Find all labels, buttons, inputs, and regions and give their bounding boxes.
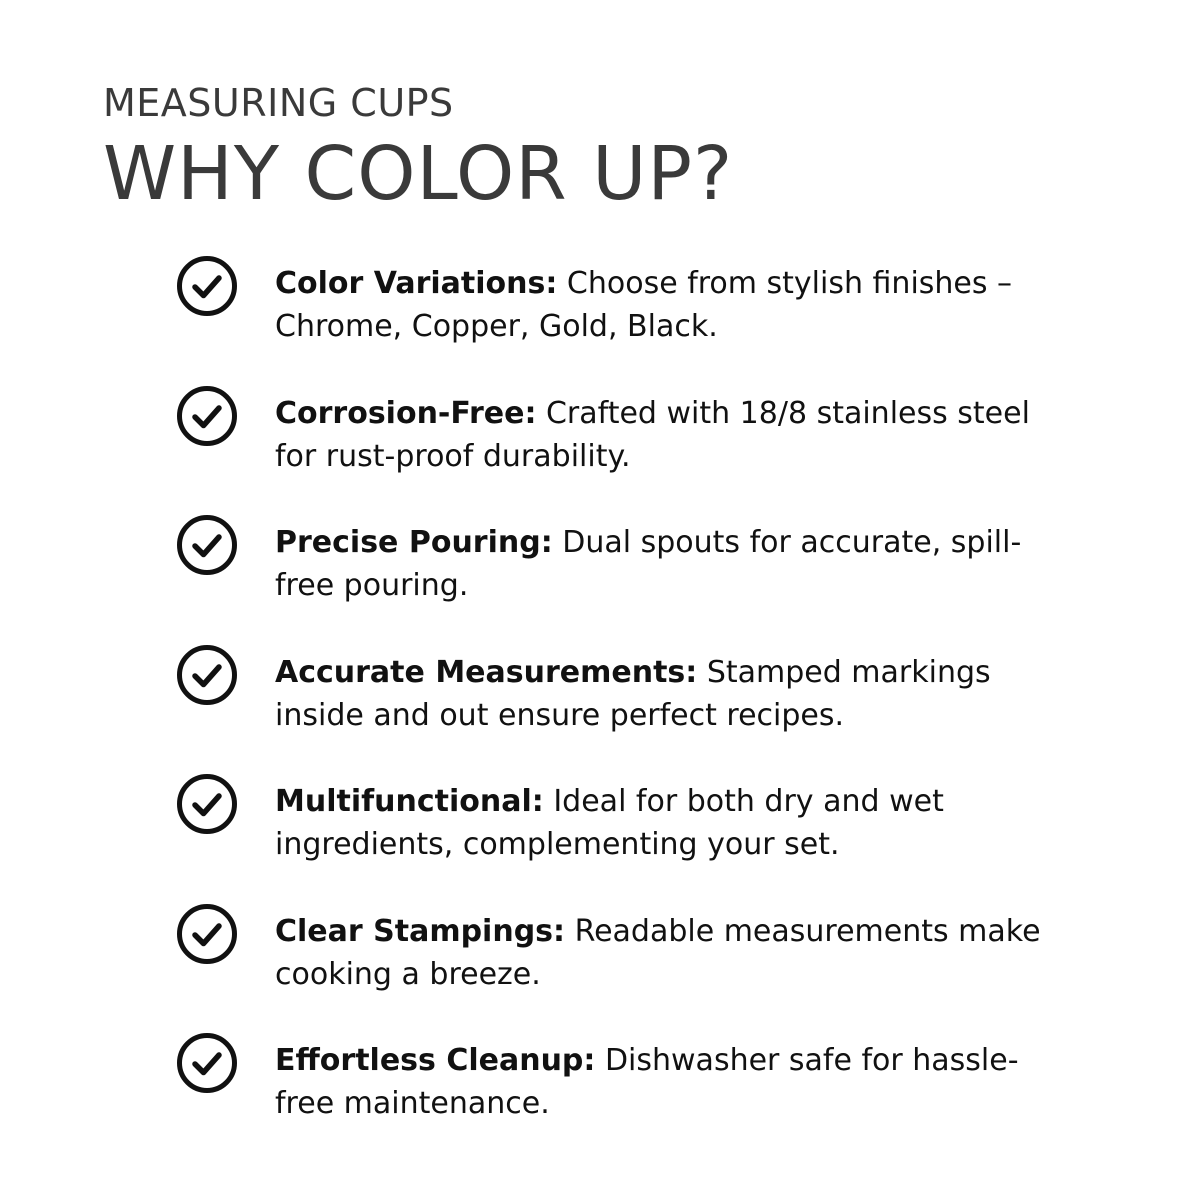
feature-title: Multifunctional: bbox=[275, 784, 544, 819]
header bbox=[103, 80, 733, 216]
feature-item bbox=[175, 772, 1075, 902]
feature-text bbox=[275, 780, 1065, 866]
feature-description: Dual spouts for accurate, spill-free pouring. bbox=[275, 525, 1022, 603]
feature-title: Effortless Cleanup: bbox=[275, 1043, 596, 1078]
feature-description: Dishwasher safe for hassle-free maintenance. bbox=[275, 1043, 1019, 1121]
feature-title: Color Variations: bbox=[275, 266, 558, 301]
check-circle-icon bbox=[175, 384, 239, 448]
feature-item bbox=[175, 902, 1075, 1032]
feature-item bbox=[175, 513, 1075, 643]
feature-title: Corrosion-Free: bbox=[275, 395, 537, 431]
feature-text bbox=[275, 651, 1065, 737]
check-circle-icon bbox=[175, 513, 239, 577]
check-circle-icon bbox=[175, 772, 239, 836]
page-subtitle: MEASURING CUPS bbox=[103, 81, 454, 125]
feature-item bbox=[175, 643, 1075, 773]
feature-description: Choose from stylish finishes – Chrome, Copper, Gold, Black. bbox=[275, 266, 1013, 344]
feature-description: Stamped markings inside and out ensure perfect recipes. bbox=[275, 654, 991, 733]
feature-description: Readable measurements make cooking a breeze. bbox=[275, 913, 1041, 992]
check-circle-icon bbox=[175, 254, 239, 318]
feature-text bbox=[275, 392, 1065, 478]
check-circle-icon bbox=[175, 902, 239, 966]
check-circle-icon bbox=[175, 643, 239, 707]
feature-text bbox=[275, 1039, 1065, 1125]
page-title: WHY COLOR UP? bbox=[103, 131, 734, 217]
feature-description: Crafted with 18/8 stainless steel for rust-proof durability. bbox=[275, 395, 1030, 474]
feature-text bbox=[275, 521, 1065, 607]
feature-title: Accurate Measurements: bbox=[275, 654, 698, 690]
feature-text bbox=[275, 910, 1065, 996]
feature-title: Clear Stampings: bbox=[275, 913, 566, 949]
feature-item bbox=[175, 254, 1075, 384]
feature-title: Precise Pouring: bbox=[275, 525, 553, 560]
feature-text bbox=[275, 262, 1065, 348]
feature-item bbox=[175, 384, 1075, 514]
feature-list bbox=[175, 254, 1075, 1161]
check-circle-icon bbox=[175, 1031, 239, 1095]
feature-item bbox=[175, 1031, 1075, 1161]
feature-description: Ideal for both dry and wet ingredients, complementing your set. bbox=[275, 784, 944, 862]
